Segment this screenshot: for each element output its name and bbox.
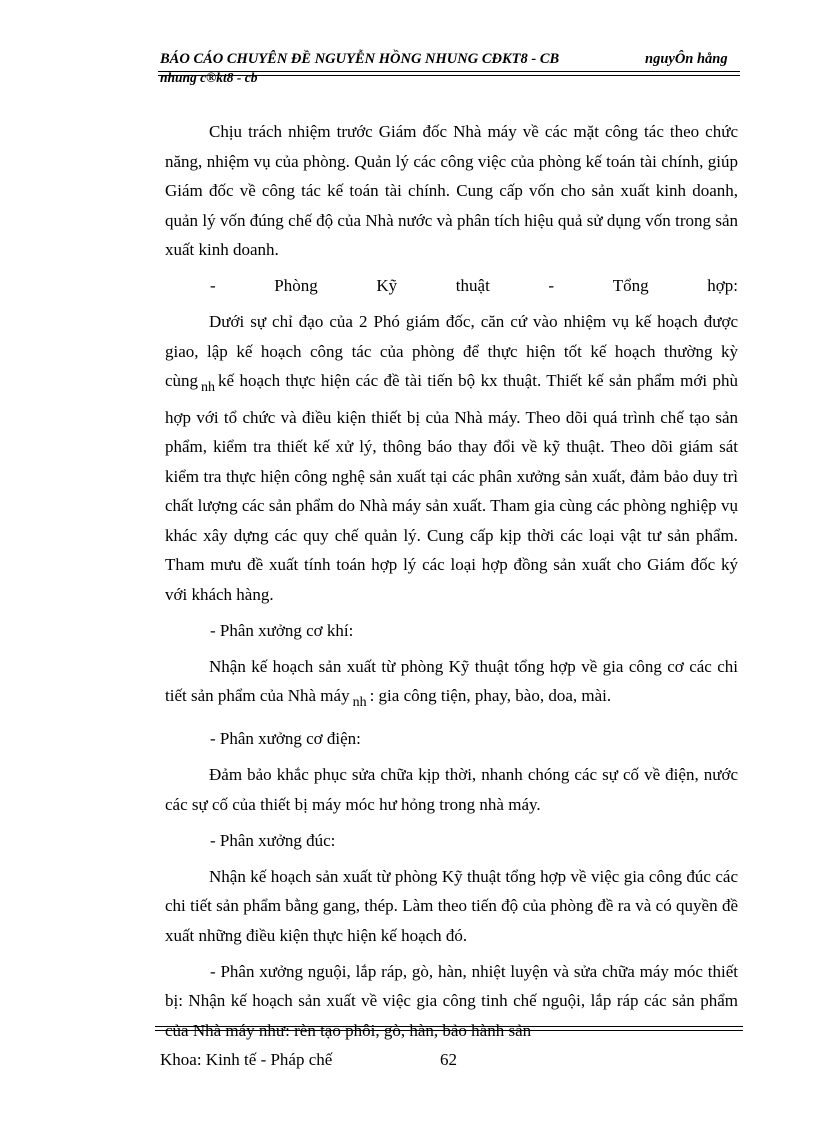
paragraph-assembly-workshop: - Phân xưởng nguội, lắp ráp, gò, hàn, nhiệt luyện và sửa chữa máy móc thiết bị: Nhận kế hoạch sản xuất về việc gia công tinh chế nguội, lắp ráp các sản phẩm của Nhà máy như: rèn tạo phôi, gò, hàn, bảo hành sản (165, 961, 738, 1040)
paragraph-technical-duties (165, 307, 738, 609)
footer-faculty: Khoa: Kinh tế - Pháp chế (160, 1050, 333, 1069)
page-number: 62 (440, 1050, 457, 1069)
heading-casting-workshop: - Phân xưởng đúc: (210, 830, 336, 850)
paragraph-accounting-duties: Chịu trách nhiệm trước Giám đốc Nhà máy về các mặt công tác theo chức năng, nhiệm vụ của phòng. Quản lý các công việc của phòng kế toán tài chính, giúp Giám đốc về công tác kế toán tài chính. Cung cấp vốn cho sản xuất kinh doanh, quản lý vốn đúng chế độ của Nhà nước và phân tích hiệu quả sử dụng vốn trong sản xuất kinh doanh. (165, 122, 738, 259)
heading-technical-department (165, 271, 738, 301)
heading-word: Kỹ (376, 276, 398, 295)
subscript-mark: nh (201, 380, 216, 395)
text-run: kế hoạch thực hiện các đề tài tiến bộ kx thuật. Thiết kế sản phẩm mới phù hợp với tổ chức và điều kiện thiết bị của Nhà máy. Theo dõi quá trình chế tạo sản phẩm, kiểm tra thiết kế xử lý, thông báo thay đổi về kỹ thuật. Theo dõi giám sát kiểm tra thực hiện công nghệ sản xuất tại các phân xưởng sản xuất, đảm bảo duy trì chất lượng các sản phẩm do Nhà máy sản xuất. Tham gia cùng các phòng nghiệp vụ khác xây dựng các quy chế quản lý. Cung cấp kịp thời các loại vật tư sản phẩm. Tham mưu đề xuất tính toán hợp lý các loại hợp đồng sản xuất cho Giám đốc ký với khách hàng. (165, 371, 738, 604)
subscript-mark: nh (352, 695, 367, 710)
header-rule-bottom (158, 75, 740, 76)
text-run: : gia công tiện, phay, bào, doa, mài. (369, 686, 612, 705)
heading-word: Tổng (612, 276, 649, 295)
heading-word: hợp: (707, 276, 738, 295)
heading-word: - (548, 276, 555, 295)
header-continuation: nhung c®kt8 - cb (160, 70, 258, 85)
paragraph-mechanical-duties (165, 652, 738, 718)
heading-word: - (210, 276, 216, 295)
header-title: BÁO CÁO CHUYÊN ĐỀ NGUYỄN HỒNG NHUNG CĐKT8 - CB (160, 51, 560, 67)
text-run: Dưới sự chỉ đạo của 2 Phó giám đốc, căn cứ vào nhiệm vụ kế hoạch được giao, lập kế hoạch công tác của phòng để thực hiện tốt kế hoạch thường kỳ cùng (165, 312, 738, 390)
heading-word: Phòng (274, 276, 318, 295)
footer-rule-bottom (155, 1030, 743, 1031)
heading-mechanical-workshop: - Phân xưởng cơ khí: (210, 620, 354, 640)
heading-word: thuật (455, 276, 490, 295)
footer-rule-top (155, 1026, 743, 1027)
paragraph-electromechanical-duties: Đảm bảo khắc phục sửa chữa kịp thời, nhanh chóng các sự cố về điện, nước các sự cố của thiết bị máy móc hư hỏng trong nhà máy. (165, 765, 738, 814)
header-author: nguyÔn hång (645, 51, 728, 67)
page-body (165, 117, 738, 1052)
heading-electromechanical-workshop: - Phân xưởng cơ điện: (210, 729, 361, 748)
text-run: Nhận kế hoạch sản xuất từ phòng Kỹ thuật tổng hợp về gia công cơ các chi tiết sản phẩm của Nhà máy (165, 656, 738, 705)
paragraph-casting-duties: Nhận kế hoạch sản xuất từ phòng Kỹ thuật tổng hợp về việc gia công đúc các chi tiết sản phẩm bằng gang, thép. Làm theo tiến độ của phòng đề ra và có quyền đề xuất những điều kiện thực hiện kế hoạch đó. (165, 866, 738, 945)
header-rule-top (158, 71, 740, 72)
